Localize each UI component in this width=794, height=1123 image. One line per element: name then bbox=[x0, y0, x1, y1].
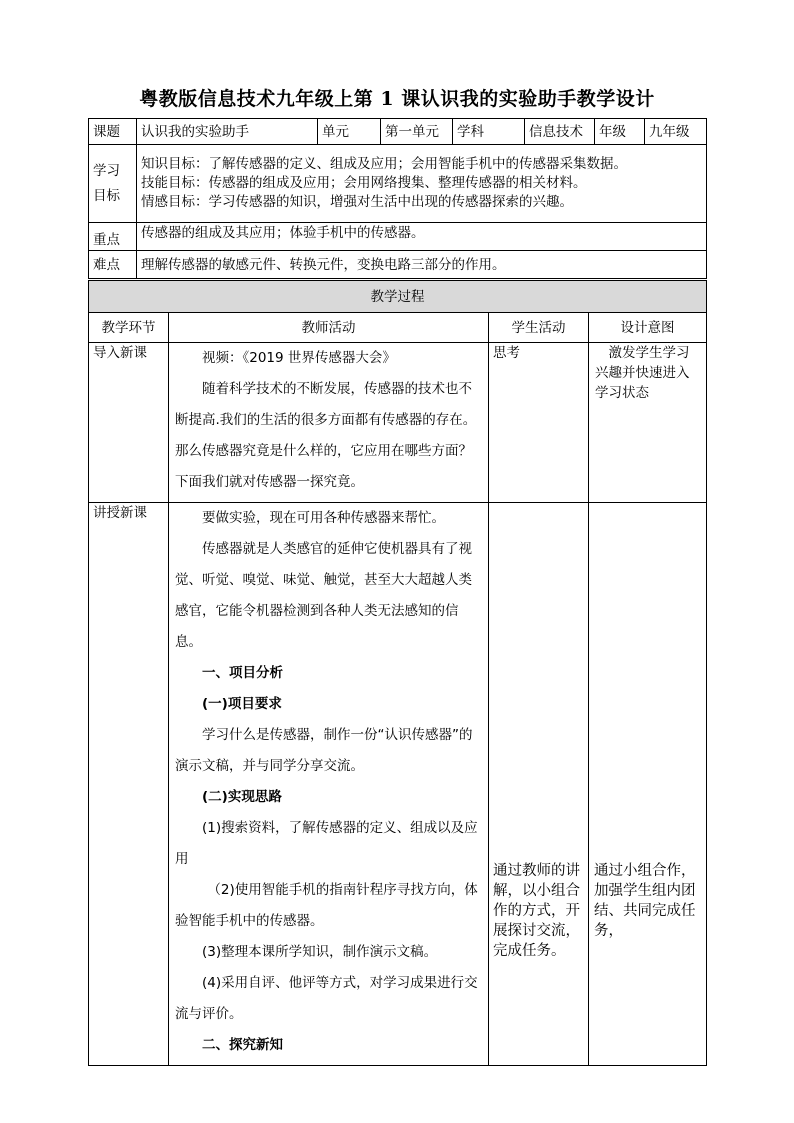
objectives-label-line1: 学习 bbox=[93, 162, 120, 179]
column-header-teacher: 教师活动 bbox=[169, 313, 489, 343]
key-points-row bbox=[89, 223, 707, 251]
lecture-row bbox=[89, 503, 707, 1066]
heading-project-requirements: (一)项目要求 bbox=[202, 696, 282, 712]
lecture-intent: 通过小组合作，加强学生组内团结、共同完成任务， bbox=[594, 863, 696, 939]
lecture-student-cell bbox=[489, 503, 589, 1066]
intro-intent: 激发学生学习兴趣并快速进入学习状态 bbox=[589, 343, 707, 503]
subject-label: 学科 bbox=[453, 119, 525, 145]
intro-stage: 导入新课 bbox=[89, 343, 169, 503]
lecture-p2: 传感器就是人类感官的延伸它使机器具有了视觉、听觉、嗅觉、味觉、触觉，甚至大大超越人类感官，它能令机器检测到各种人类无法感知的信息。 bbox=[175, 541, 472, 650]
objectives-label bbox=[89, 145, 137, 223]
intro-row bbox=[89, 343, 707, 503]
column-header-row bbox=[89, 313, 707, 343]
objective-emotion: 情感目标：学习传感器的知识，增强对生活中出现的传感器探索的兴趣。 bbox=[141, 194, 573, 210]
lecture-student: 通过教师的讲解，以小组合作的方式，开展探讨交流，完成任务。 bbox=[493, 863, 580, 959]
step-3: (3)整理本课所学知识，制作演示文稿。 bbox=[202, 944, 438, 960]
column-header-intent: 设计意图 bbox=[589, 313, 707, 343]
difficulties-label: 难点 bbox=[89, 251, 137, 279]
intro-video: 视频：《2019 世界传感器大会》 bbox=[202, 350, 396, 366]
difficulties-value: 理解传感器的敏感元件、转换元件，变换电路三部分的作用。 bbox=[137, 251, 707, 279]
info-row bbox=[89, 119, 707, 145]
lecture-stage: 讲授新课 bbox=[89, 503, 169, 1066]
course-value: 认识我的实验助手 bbox=[137, 119, 318, 145]
unit-label: 单元 bbox=[318, 119, 381, 145]
column-header-stage: 教学环节 bbox=[89, 313, 169, 343]
intro-student: 思考 bbox=[489, 343, 589, 503]
intro-teacher bbox=[169, 343, 489, 503]
grade-value: 九年级 bbox=[645, 119, 707, 145]
heading-project-analysis: 一、项目分析 bbox=[202, 665, 283, 681]
process-header-row bbox=[89, 281, 707, 313]
heading-explore: 二、探究新知 bbox=[202, 1037, 283, 1053]
process-header: 教学过程 bbox=[89, 281, 707, 313]
key-points-value: 传感器的组成及其应用；体验手机中的传感器。 bbox=[137, 223, 707, 251]
objectives-row bbox=[89, 145, 707, 223]
lesson-info-table bbox=[88, 118, 707, 279]
objective-knowledge: 知识目标：了解传感器的定义、组成及应用；会用智能手机中的传感器采集数据。 bbox=[141, 156, 627, 172]
objective-skill: 技能目标：传感器的组成及应用；会用网络搜集、整理传感器的相关材料。 bbox=[141, 175, 587, 191]
lecture-teacher bbox=[169, 503, 489, 1066]
objectives-content bbox=[137, 145, 707, 223]
lecture-p1: 要做实验，现在可用各种传感器来帮忙。 bbox=[202, 510, 445, 526]
key-points-label: 重点 bbox=[89, 223, 137, 251]
grade-label: 年级 bbox=[595, 119, 645, 145]
course-label: 课题 bbox=[89, 119, 137, 145]
step-2: （2)使用智能手机的指南针程序寻找方向，体验智能手机中的传感器。 bbox=[175, 882, 478, 929]
step-4: (4)采用自评、他评等方式，对学习成果进行交流与评价。 bbox=[175, 975, 478, 1022]
difficulties-row bbox=[89, 251, 707, 279]
intro-paragraph: 随着科学技术的不断发展，传感器的技术也不断提高.我们的生活的很多方面都有传感器的存在。那么传感器究竟是什么样的，它应用在哪些方面？下面我们就对传感器一探究竟。 bbox=[175, 381, 477, 490]
page-title: 粤教版信息技术九年级上第 1 课认识我的实验助手教学设计 bbox=[139, 88, 655, 110]
heading-implementation: (二)实现思路 bbox=[202, 789, 282, 805]
unit-value: 第一单元 bbox=[381, 119, 453, 145]
teaching-process-table bbox=[88, 280, 707, 1066]
column-header-student: 学生活动 bbox=[489, 313, 589, 343]
objectives-label-line2: 目标 bbox=[93, 187, 120, 204]
step-1: (1)搜索资料，了解传感器的定义、组成以及应用 bbox=[175, 820, 478, 867]
lecture-intent-cell bbox=[589, 503, 707, 1066]
lecture-p3: 学习什么是传感器，制作一份“认识传感器”的演示文稿，并与同学分享交流。 bbox=[175, 727, 473, 774]
subject-value: 信息技术 bbox=[525, 119, 595, 145]
